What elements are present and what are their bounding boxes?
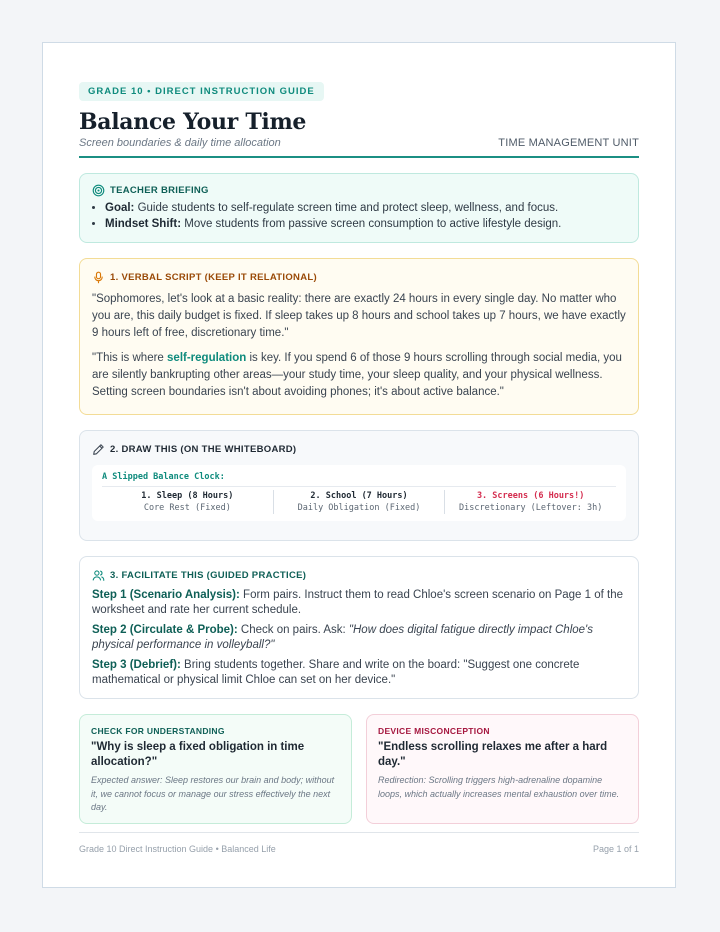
misconception-card (366, 714, 639, 824)
balance-clock-sketch (92, 465, 626, 521)
clock-column-title: 2. School (7 Hours) (310, 491, 408, 501)
page-number: Page 1 of 1 (592, 844, 639, 854)
briefing-item-label: Goal: (105, 202, 135, 214)
step-label: Step 2 (Circulate & Probe): (92, 624, 238, 636)
self-regulation-keyword: self-regulation (167, 351, 247, 364)
guided-practice-card (79, 556, 639, 699)
practice-step-1 (92, 588, 626, 617)
clock-column-title: 1. Sleep (8 Hours) (141, 491, 234, 501)
briefing-item-mindset (105, 216, 626, 232)
practice-step-2 (92, 623, 626, 652)
verbal-script-card (79, 258, 639, 415)
step-label: Step 3 (Debrief): (92, 659, 181, 671)
page-footer (79, 832, 639, 854)
clock-column-subtitle: Core Rest (Fixed) (143, 503, 231, 513)
step-label: Step 1 (Scenario Analysis): (92, 589, 240, 601)
draw-heading (92, 443, 626, 456)
teacher-briefing-card (79, 173, 639, 243)
clock-column-sleep (102, 490, 274, 514)
probe-question: "How does digital fatigue directly impact Chloe's physical performance in volleyball?" (92, 624, 593, 651)
verbal-paragraph-2-start: "This is where (92, 351, 168, 364)
misconception-redirection: Redirection: Scrolling triggers high-adrenaline dopamine loops, which actually increases mental exhaustion over time. (378, 775, 620, 799)
clock-column-title: 3. Screens (6 Hours!) (476, 491, 585, 501)
clock-column-subtitle: Discretionary (Leftover: 3h) (459, 503, 603, 513)
callout-row (79, 714, 639, 824)
briefing-item-text: Move students from passive screen consumption to active lifestyle design. (184, 218, 562, 230)
step-text: Form pairs. Instruct them to read Chloe's screen scenario on Page 1 of the worksheet and rate her current schedule. (92, 589, 624, 616)
briefing-item-label: Mindset Shift: (105, 218, 182, 230)
check-answer: Expected answer: Sleep restores our brain and body; without it, we cannot focus or manage our stress effectively the next day. (91, 775, 335, 812)
step-text: Check on pairs. Ask: (237, 624, 349, 636)
pen-icon (92, 443, 105, 456)
verbal-paragraph-2 (92, 350, 626, 402)
unit-label: TIME MANAGEMENT UNIT (498, 137, 639, 149)
users-icon (92, 569, 105, 582)
facilitate-heading-text: 3. FACILITATE THIS (GUIDED PRACTICE) (110, 570, 307, 581)
title-subrow (79, 137, 639, 158)
page-subtitle: Screen boundaries & daily time allocation (79, 137, 281, 149)
briefing-item-text: Guide students to self-regulate screen time and protect sleep, wellness, and focus. (137, 202, 559, 214)
misconception-statement: "Endless scrolling relaxes me after a hard day." (378, 741, 608, 768)
balance-clock-columns (102, 490, 616, 514)
briefing-heading-text: TEACHER BRIEFING (110, 185, 209, 196)
whiteboard-card (79, 430, 639, 541)
briefing-item-goal (105, 200, 626, 216)
draw-heading-text: 2. DRAW THIS (ON THE WHITEBOARD) (110, 444, 297, 455)
grade-badge: GRADE 10 • DIRECT INSTRUCTION GUIDE (79, 82, 324, 101)
balance-clock-label: A Slipped Balance Clock: (102, 472, 616, 487)
check-understanding-card (79, 714, 352, 824)
footer-title: Grade 10 Direct Instruction Guide • Balanced Life (79, 844, 276, 854)
verbal-heading-text: 1. VERBAL SCRIPT (KEEP IT RELATIONAL) (110, 272, 317, 283)
verbal-paragraph-1: "Sophomores, let's look at a basic reality: there are exactly 24 hours in every single day. No matter who you are, this daily budget is fixed. If sleep takes up 8 hours and school takes up 7 hours, we have exactly 9 hours left of free, discretionary time." (92, 293, 626, 340)
verbal-paragraph-2-end: is key. If you spend 6 of those 9 hours scrolling through social media, you are silently bankrupting other areas—your study time, your sleep quality, and your physical wellness. Setting screen boundaries isn't about avoiding phones; it's about active balance." (92, 351, 622, 399)
microphone-icon (92, 271, 105, 284)
step-text: Bring students together. Share and write on the board: "Suggest one concrete mathematical or physical limit Chloe can set on her device." (92, 659, 580, 686)
document-page (42, 42, 676, 888)
check-tag: CHECK FOR UNDERSTANDING (91, 726, 225, 736)
practice-step-3 (92, 658, 626, 687)
page-title: Balance Your Time (79, 109, 307, 135)
clock-column-screens (445, 490, 616, 514)
briefing-heading (92, 184, 626, 197)
clock-column-school (274, 490, 446, 514)
check-question: "Why is sleep a fixed obligation in time allocation?" (91, 741, 305, 768)
briefing-list (92, 200, 626, 232)
clock-column-subtitle: Daily Obligation (Fixed) (297, 503, 421, 513)
facilitate-heading (92, 569, 626, 582)
target-icon (92, 184, 105, 197)
verbal-heading (92, 271, 626, 284)
misconception-tag: DEVICE MISCONCEPTION (378, 726, 490, 736)
